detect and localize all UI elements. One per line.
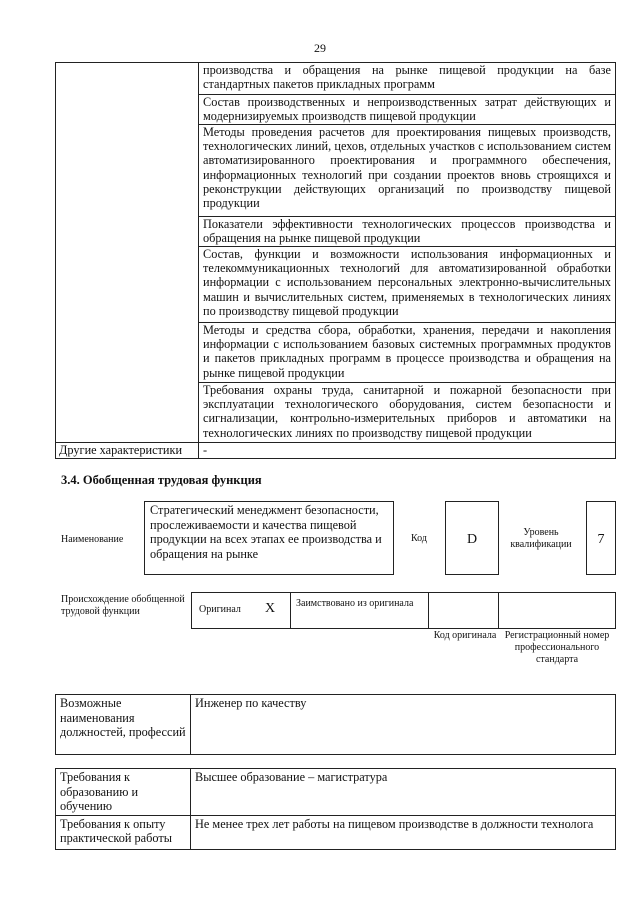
reg-number-caption: Регистрационный номер профессионального стандарта <box>504 630 610 665</box>
level-label: Уровень квалификации <box>510 527 572 550</box>
table-row <box>56 769 616 816</box>
experience-label: Требования к опыту практической работы <box>56 815 191 849</box>
table-cell: Состав, функции и возможности использования информационных и телекоммуникационных технологий для автоматизированной обработки информации с использованием персональных электронно-вычислительных машин и вычислительных систем, применяемых в технологических линиях по производству пищевой продукции <box>199 247 616 323</box>
experience-value: Не менее трех лет работы на пищевом производстве в должности технолога <box>191 815 616 849</box>
knowledge-continuation-table <box>55 62 616 459</box>
code-value-box: D <box>445 501 499 575</box>
divider <box>428 592 429 629</box>
other-characteristics-value: - <box>199 443 616 459</box>
education-label: Требования к образованию и обучению <box>56 769 191 816</box>
page-number: 29 <box>314 41 326 55</box>
other-characteristics-label: Другие характеристики <box>56 443 199 459</box>
table-cell: Требования охраны труда, санитарной и пожарной безопасности при эксплуатации технологического оборудования, систем безопасности и сигнализации, контрольно-измерительных приборов и автоматики на технологических линиях по производству пищевой продукции <box>199 383 616 443</box>
borrowed-label: Заимствовано из оригинала <box>296 598 414 609</box>
table-cell: Методы и средства сбора, обработки, хранения, передачи и накопления информации с использованием базовых системных программных продуктов и пакетов прикладных программ в процессе производства и обращения на рынке пищевой продукции <box>199 323 616 383</box>
table-cell: Методы проведения расчетов для проектирования пищевых производств, технологических линий, цехов, отдельных участков с использованием систем автоматизированного проектирования и программного обеспечения, информационных технологий при создании проектов вновь строящихся и реконструкции действующих организаций по производству пищевой продукции <box>199 125 616 217</box>
education-value: Высшее образование – магистратура <box>191 769 616 816</box>
table-row <box>56 815 616 849</box>
divider <box>290 592 291 629</box>
original-label: Оригинал <box>199 604 241 615</box>
section-title: 3.4. Обобщенная трудовая функция <box>61 473 262 487</box>
table-cell: производства и обращения на рынке пищевой продукции на базе стандартных пакетов прикладных программ <box>199 63 616 95</box>
original-mark: X <box>265 601 276 616</box>
positions-label: Возможные наименования должностей, профессий <box>56 695 191 755</box>
table-cell: Состав производственных и непроизводственных затрат действующих и модернизируемых производств пищевой продукции <box>199 95 616 125</box>
table-label-cell <box>56 63 199 443</box>
positions-value: Инженер по качеству <box>191 695 616 755</box>
requirements-table <box>55 768 616 850</box>
table-row <box>56 695 616 755</box>
name-label: Наименование <box>61 534 124 545</box>
code-label: Код <box>411 533 427 544</box>
table-row <box>56 443 616 459</box>
origin-label: Происхождение обобщенной трудовой функции <box>61 594 185 617</box>
divider <box>498 592 499 629</box>
table-cell: Показатели эффективности технологических процессов производства и обращения на рынке пищевой продукции <box>199 217 616 247</box>
code-original-caption: Код оригинала <box>433 630 497 641</box>
function-name-box: Стратегический менеджмент безопасности, прослеживаемости и качества пищевой продукции на всех этапах ее производства и обращения на рынке <box>144 501 394 575</box>
origin-box <box>191 592 616 629</box>
level-value-box: 7 <box>586 501 616 575</box>
table-row <box>56 63 616 95</box>
positions-table <box>55 694 616 755</box>
